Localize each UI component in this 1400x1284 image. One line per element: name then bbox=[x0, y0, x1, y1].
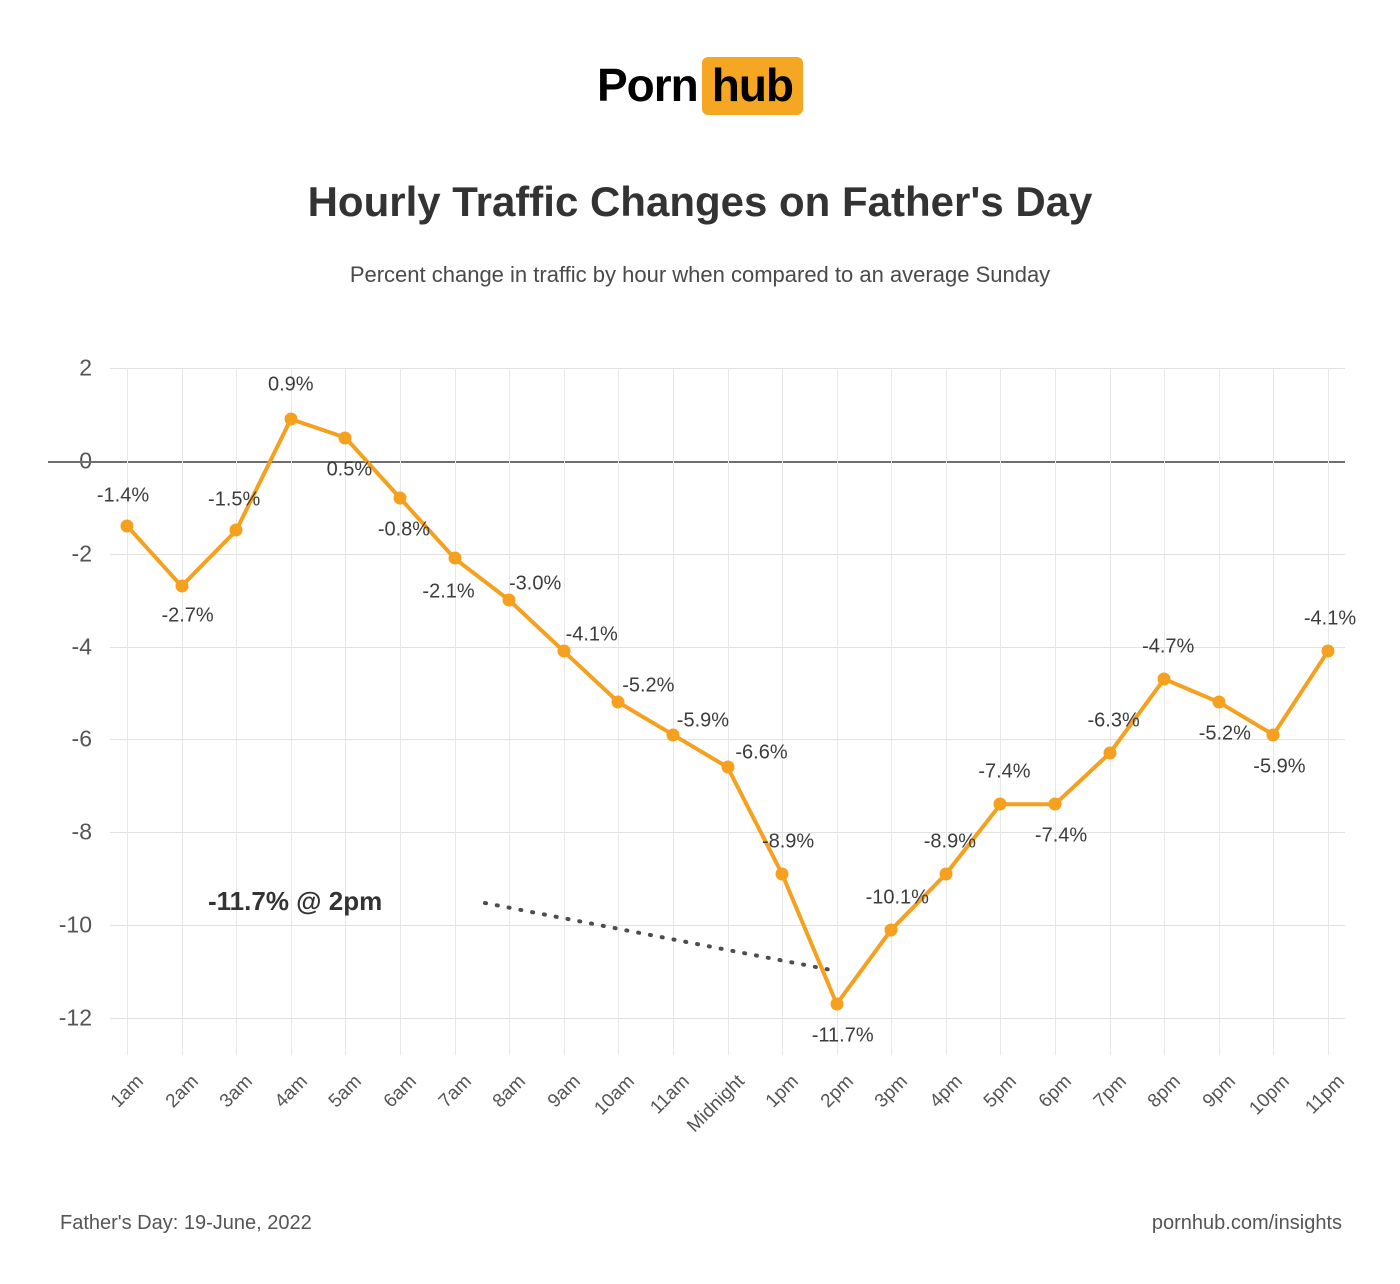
x-axis-tick-label: 1am bbox=[106, 1071, 148, 1112]
x-axis-tick-label: 3am bbox=[216, 1071, 258, 1112]
data-point-label: -6.6% bbox=[735, 741, 788, 764]
data-point-label: -5.9% bbox=[1253, 755, 1306, 778]
y-axis-tick-label: -4 bbox=[71, 633, 92, 659]
data-point-label: -7.4% bbox=[978, 760, 1031, 783]
data-point-label: -0.8% bbox=[377, 518, 431, 541]
data-point[interactable] bbox=[1322, 645, 1335, 658]
x-axis-tick-label: 2am bbox=[161, 1071, 203, 1112]
pornhub-logo bbox=[0, 59, 1400, 111]
y-axis-tick-label: -6 bbox=[71, 725, 92, 752]
data-point[interactable] bbox=[885, 923, 898, 936]
x-axis-tick-label: 4am bbox=[270, 1071, 312, 1112]
data-point-label: 0.5% bbox=[326, 458, 373, 481]
data-point[interactable] bbox=[1158, 673, 1171, 686]
data-point-label: -11.7% bbox=[811, 1024, 874, 1047]
x-axis-tick-label: 10pm bbox=[1245, 1071, 1295, 1120]
x-axis-tick-label: 7am bbox=[434, 1071, 476, 1112]
data-point-label: -6.3% bbox=[1087, 709, 1140, 732]
x-axis-tick-label: 11pm bbox=[1301, 1071, 1349, 1119]
data-point[interactable] bbox=[284, 413, 297, 426]
chart-plot-area bbox=[58, 354, 1357, 1137]
data-point[interactable] bbox=[393, 491, 406, 504]
data-point[interactable] bbox=[175, 580, 188, 593]
footer-date: Father's Day: 19-June, 2022 bbox=[60, 1212, 312, 1234]
data-point[interactable] bbox=[994, 798, 1007, 811]
y-axis-tick-label: -10 bbox=[58, 911, 92, 938]
data-point-label: -2.1% bbox=[422, 580, 475, 603]
data-point-label: -2.7% bbox=[161, 604, 214, 627]
data-point[interactable] bbox=[721, 761, 734, 774]
x-axis-tick-label: 6am bbox=[379, 1071, 421, 1112]
x-axis-tick-label: 9am bbox=[543, 1071, 585, 1112]
y-axis-tick-label: 2 bbox=[79, 354, 92, 381]
low-point-annotation: -11.7% @ 2pm bbox=[208, 886, 383, 916]
logo-text-porn: Porn bbox=[596, 59, 698, 111]
x-axis-tick-label: 4pm bbox=[925, 1071, 967, 1112]
data-point-label: -4.1% bbox=[565, 623, 618, 646]
data-point-label: -3.0% bbox=[509, 572, 562, 595]
x-axis-tick-label: 11am bbox=[646, 1071, 694, 1119]
data-point-label: -7.4% bbox=[1034, 824, 1088, 847]
data-point-label: -10.1% bbox=[865, 886, 929, 909]
page-title: Hourly Traffic Changes on Father's Day bbox=[307, 178, 1093, 225]
data-point-label: -1.5% bbox=[208, 488, 261, 511]
data-point[interactable] bbox=[1103, 747, 1116, 760]
data-point[interactable] bbox=[1049, 798, 1062, 811]
x-axis-tick-label: 5am bbox=[325, 1071, 367, 1112]
data-point[interactable] bbox=[448, 552, 461, 565]
x-axis-tick-label: Midnight bbox=[682, 1071, 749, 1137]
data-point-label: -4.7% bbox=[1142, 635, 1195, 658]
data-point[interactable] bbox=[1212, 696, 1225, 709]
footer-url: pornhub.com/insights bbox=[1151, 1212, 1342, 1234]
y-axis-tick-label: -12 bbox=[58, 1004, 92, 1031]
data-point-label: -1.4% bbox=[96, 484, 150, 507]
x-axis-tick-label: 10am bbox=[590, 1071, 640, 1120]
x-axis-tick-label: 9pm bbox=[1198, 1071, 1240, 1112]
y-axis-tick-label: -8 bbox=[71, 818, 92, 845]
y-axis-tick-label: -2 bbox=[71, 540, 92, 567]
data-point-label: -4.1% bbox=[1303, 607, 1357, 630]
annotation-leader-line bbox=[485, 903, 831, 970]
data-point[interactable] bbox=[830, 997, 843, 1010]
page-subtitle: Percent change in traffic by hour when compared to an average Sunday bbox=[349, 262, 1051, 287]
x-axis-tick-label: 5pm bbox=[980, 1071, 1022, 1112]
data-point[interactable] bbox=[121, 519, 134, 532]
data-point-label: -5.2% bbox=[1198, 722, 1251, 745]
data-point[interactable] bbox=[939, 867, 952, 880]
data-point[interactable] bbox=[230, 524, 243, 537]
x-axis-tick-label: 8am bbox=[488, 1071, 530, 1112]
data-point[interactable] bbox=[1267, 728, 1280, 741]
x-axis-tick-label: 2pm bbox=[816, 1071, 858, 1112]
x-axis-tick-label: 3pm bbox=[871, 1071, 913, 1112]
x-axis-tick-label: 6pm bbox=[1034, 1071, 1076, 1112]
logo-text-hub: hub bbox=[702, 57, 803, 115]
x-axis-tick-label: 1pm bbox=[761, 1071, 803, 1112]
data-point-label: -5.2% bbox=[622, 674, 675, 697]
data-point[interactable] bbox=[339, 431, 352, 444]
data-point-label: 0.9% bbox=[267, 373, 314, 396]
data-point-label: -8.9% bbox=[761, 830, 815, 853]
x-axis-tick-label: 8pm bbox=[1144, 1071, 1186, 1112]
data-point[interactable] bbox=[776, 867, 789, 880]
chart-container bbox=[0, 340, 1400, 1137]
data-point-label: -5.9% bbox=[676, 709, 730, 732]
data-point-label: -8.9% bbox=[923, 830, 976, 853]
x-axis-tick-label: 7pm bbox=[1089, 1071, 1131, 1112]
